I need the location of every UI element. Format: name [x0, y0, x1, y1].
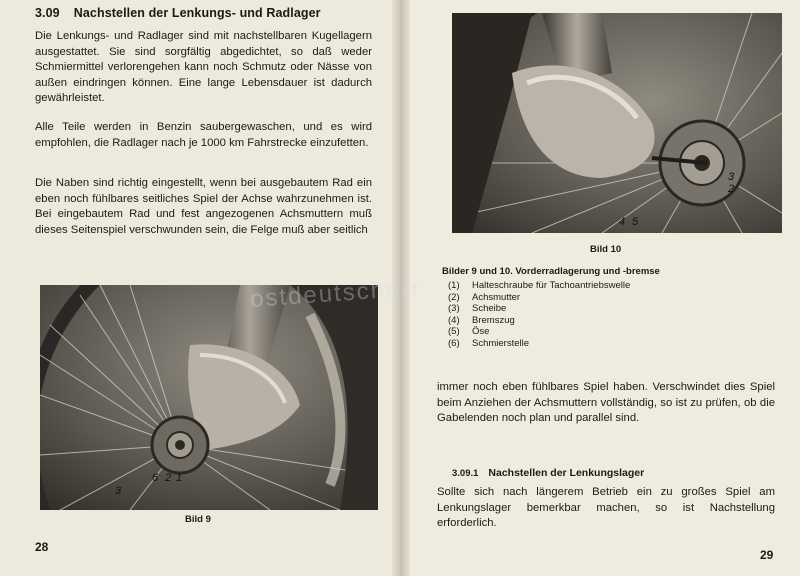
- watermark-text: ostdeutsche-r: [249, 274, 423, 313]
- paragraph-hub-adjustment: Die Naben sind richtig eingestellt, wenn bei ausgebautem Rad ein eben noch fühlbares seitliches Spiel der Achse wahrzunehmen ist. Bei eingebautem Rad und fest angezogenen Achsmuttern muß dieses Seitenspiel verschwunden sein, die Felge muß aber seitlich: [35, 177, 372, 236]
- paragraph-continued: immer noch eben fühlbares Spiel haben. Verschwindet dies Spiel beim Anziehen der Achsmuttern vollständig, so ist zu prüfen, ob die Gabelenden noch plan und parallel sind.: [437, 381, 775, 425]
- section-number: 3.09: [35, 6, 60, 20]
- legend-title: Bilder 9 und 10. Vorderradlagerung und -bremse: [442, 266, 660, 277]
- callout-4: 4: [619, 216, 626, 228]
- front-wheel-hub-illustration: [40, 285, 378, 510]
- subsection-heading: [452, 467, 644, 479]
- callout-3: 3: [115, 485, 122, 497]
- page-number-right: 29: [760, 548, 774, 562]
- legend-item: (1) Halteschraube für Tachoantriebswelle: [448, 280, 631, 291]
- section-title: Nachstellen der Lenkungs- und Radlager: [73, 6, 321, 20]
- paragraph-steering-bearing: Sollte sich nach längerem Betrieb ein zu großes Spiel am Lenkungslager bemerkbar machen, so ist Nachstellung erforderlich.: [437, 486, 775, 530]
- paragraph-bearings: Die Lenkungs- und Radlager sind mit nachstellbaren Kugellagern ausgestattet. Sie sind sorgfältig abgedichtet, so daß weder Schmiermittel verlorengehen kann noch Schmutz oder Nässe von außen eindringen können. Eine lange Lebensdauer ist dadurch gewährleistet.: [35, 30, 372, 105]
- subsection-title: Nachstellen der Lenkungslager: [488, 467, 645, 479]
- front-brake-illustration: [452, 13, 782, 233]
- legend-item: (4) Bremszug: [448, 314, 515, 326]
- figure-10-photo: [452, 13, 782, 233]
- callout-2: 2: [728, 183, 735, 195]
- parts-legend: [448, 280, 630, 350]
- callout-1: 1: [176, 472, 183, 484]
- legend-item: (6) Schmierstelle: [448, 337, 530, 349]
- figure-9-photo: [40, 285, 378, 510]
- figure-9-caption: Bild 9: [185, 514, 211, 525]
- callout-6: 6: [152, 472, 159, 484]
- paragraph-cleaning: Alle Teile werden in Benzin saubergewaschen, und es wird empfohlen, die Radlager nach je 1000 km Fahrstrecke einzufetten.: [35, 121, 372, 149]
- figure-10-caption: Bild 10: [590, 244, 622, 255]
- callout-3: 3: [728, 171, 735, 183]
- legend-item: (2) Achsmutter: [448, 291, 521, 303]
- page-number-left: 28: [35, 540, 49, 554]
- callout-2: 2: [165, 472, 172, 484]
- legend-item: (3) Scheibe: [448, 303, 507, 315]
- subsection-number: 3.09.1: [452, 468, 479, 479]
- legend-item: (5) Öse: [448, 326, 490, 338]
- section-heading: [35, 6, 321, 20]
- callout-5: 5: [632, 216, 639, 228]
